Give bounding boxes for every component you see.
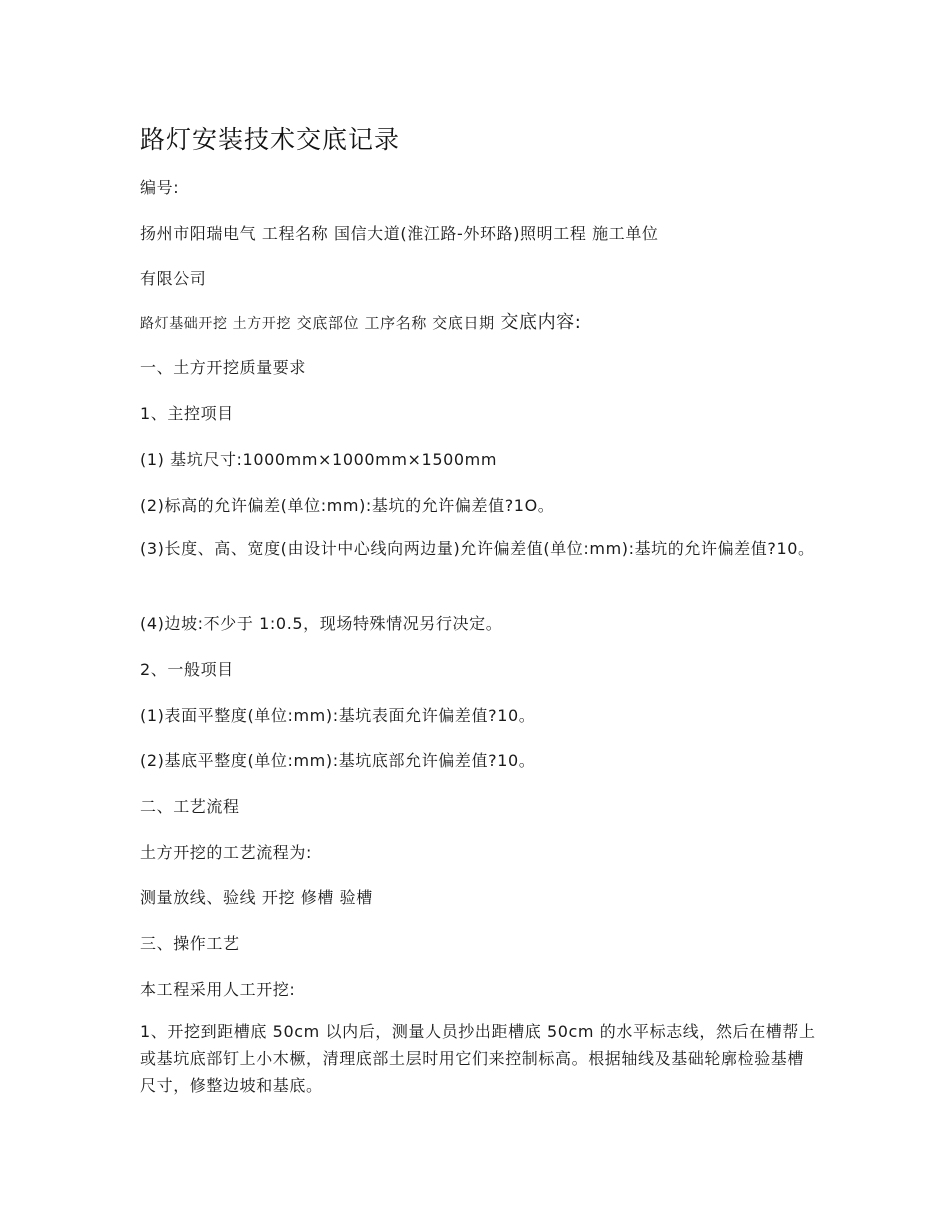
- info-row-part-a: 路灯基础开挖 土方开挖: [140, 316, 292, 332]
- section1-sub1-item: (2)标高的允许偏差(单位:mm):基坑的允许偏差值?1O。: [140, 496, 555, 515]
- section1-sub1-item: (1) 基坑尺寸:1000mm×1000mm×1500mm: [140, 450, 498, 469]
- info-row: [140, 308, 581, 334]
- section1-sub1-heading: 1、主控项目: [140, 404, 234, 423]
- section1-sub2-item: (2)基底平整度(单位:mm):基坑底部允许偏差值?10。: [140, 751, 536, 770]
- section1-sub1-item: (3)长度、高、宽度(由设计中心线向两边量)允许偏差值(单位:mm):基坑的允许偏差值?10。: [140, 539, 815, 558]
- company-suffix: 有限公司: [140, 269, 207, 288]
- serial-number-label: 编号:: [140, 178, 180, 197]
- section2-heading: 二、工艺流程: [140, 797, 240, 816]
- section3-heading: 三、操作工艺: [140, 934, 240, 953]
- section2-flow: 测量放线、验线 开挖 修槽 验槽: [140, 888, 373, 907]
- section1-heading: 一、土方开挖质量要求: [140, 358, 307, 377]
- section1-sub1-item: (4)边坡:不少于 1:0.5，现场特殊情况另行决定。: [140, 614, 503, 633]
- project-header-row: 扬州市阳瑞电气 工程名称 国信大道(淮江路-外环路)照明工程 施工单位: [140, 224, 659, 243]
- section2-intro: 土方开挖的工艺流程为:: [140, 843, 312, 862]
- section1-sub2-item: (1)表面平整度(单位:mm):基坑表面允许偏差值?10。: [140, 706, 536, 725]
- document-title: 路灯安装技术交底记录: [140, 125, 401, 154]
- info-row-part-c: 交底内容:: [500, 312, 582, 333]
- section1-sub2-heading: 2、一般项目: [140, 660, 234, 679]
- section3-intro: 本工程采用人工开挖:: [140, 980, 296, 999]
- info-row-part-b: 交底部位 工序名称 交底日期: [296, 314, 495, 332]
- section3-para1: 1、开挖到距槽底 50cm 以内后，测量人员抄出距槽底 50cm 的水平标志线，然后在槽帮上或基坑底部钉上小木橛，清理底部土层时用它们来控制标高。根据轴线及基础轮廓检验基槽尺寸，修整边坡和基底。: [140, 1022, 816, 1095]
